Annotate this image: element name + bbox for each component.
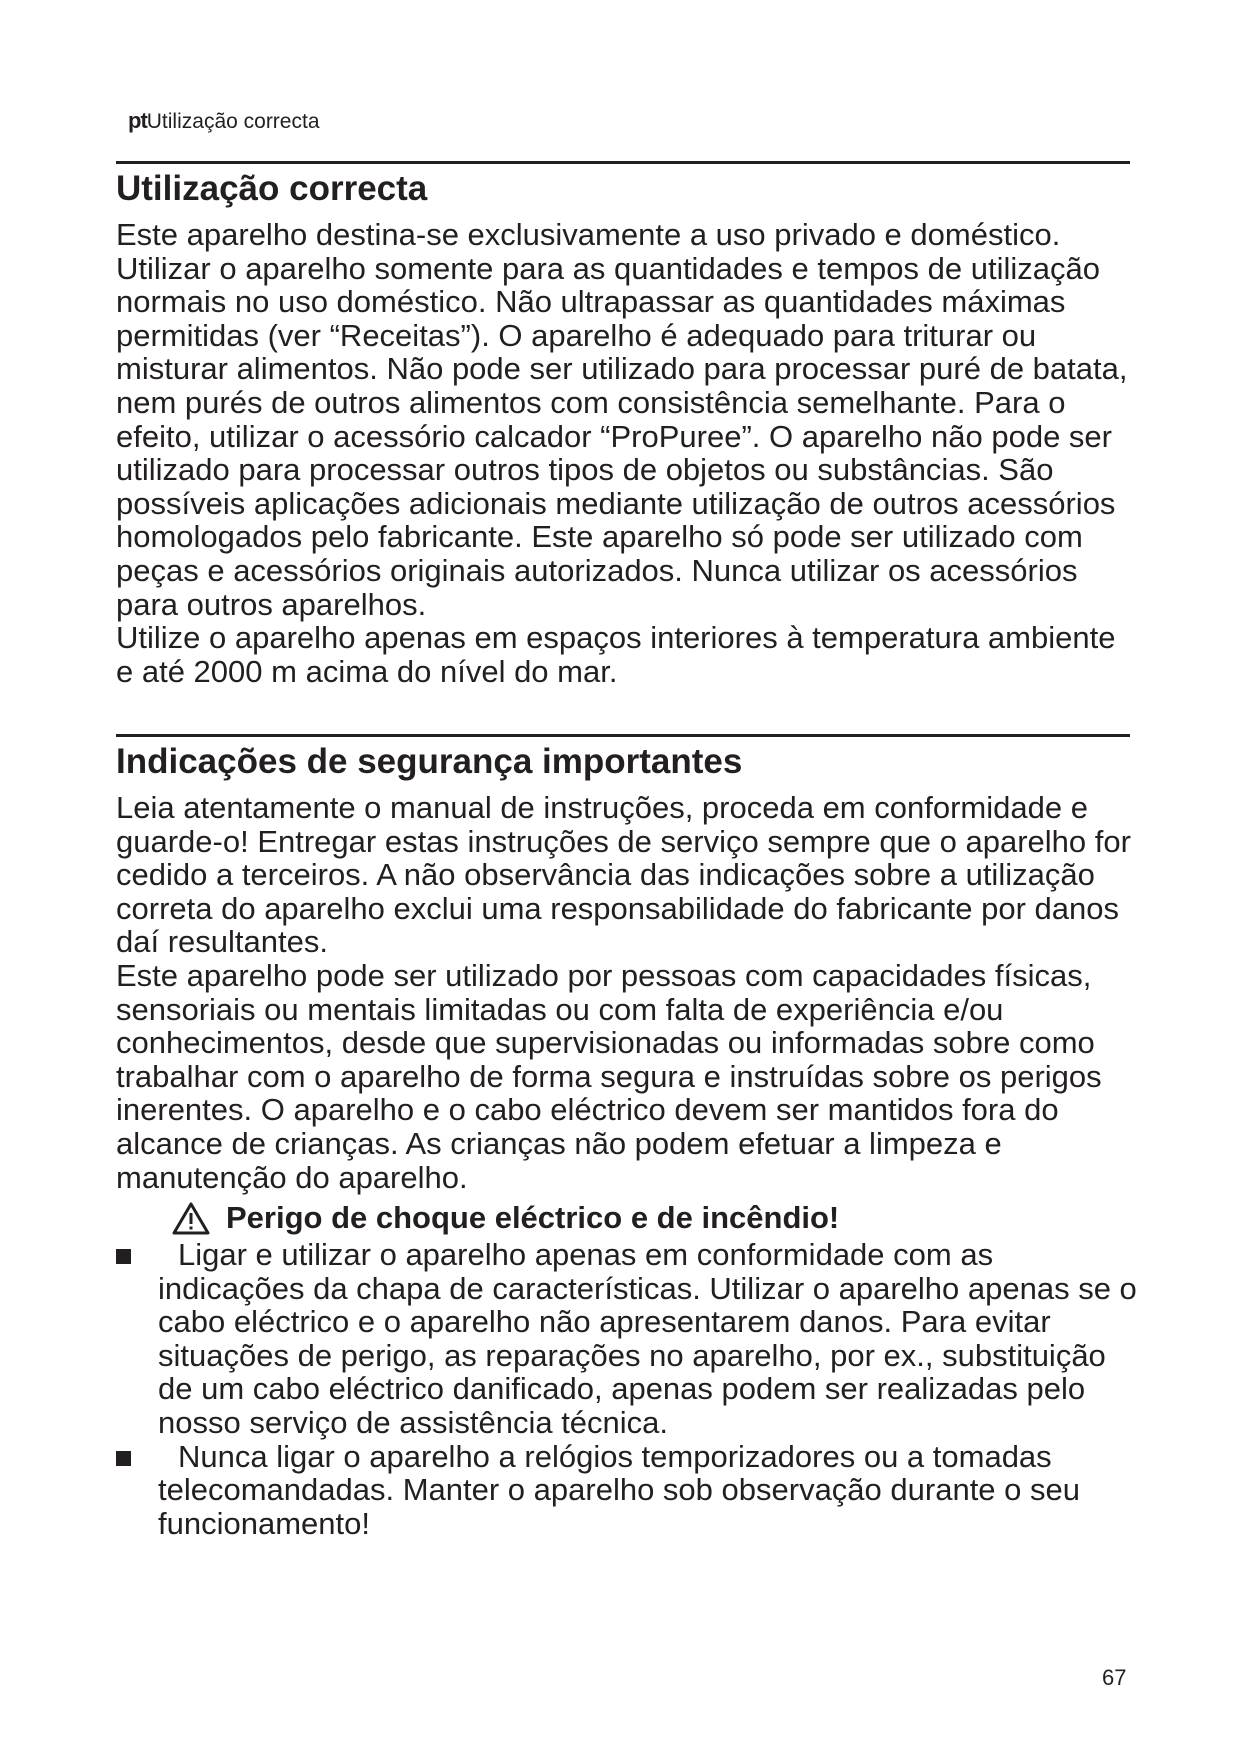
section-title-correct-use: Utilização correcta (116, 169, 428, 208)
correct-use-paragraph: Este aparelho destina-se exclusivamente a uso privado e doméstico. Utilizar o aparelho somente para as quantidades e tempos de utilização normais no uso doméstico. Não ultrapassar as quantidades máximas permitidas (ver “Receitas”). O aparelho é adequado para triturar ou misturar alimentos. Não pode ser utilizado para processar puré de batata, nem purés de outros alimentos com consistência semelhante. Para o efeito, utilizar o acessório calcador “ProPuree”. O aparelho não pode ser utilizado para processar outros tipos de objetos ou substâncias. São possíveis aplicações adicionais mediante utilização de outros acessórios homologados pelo fabricante. Este aparelho só pode ser utilizado com peças e acessórios originais autorizados. Nunca utilizar os acessórios para outros aparelhos. (116, 217, 1128, 622)
warning-heading-text: Perigo de choque eléctrico e de incêndio! (226, 1200, 840, 1235)
safety-paragraph: Este aparelho pode ser utilizado por pessoas com capacidades físicas, sensoriais ou mentais limitadas ou com falta de experiência e/ou conhecimentos, desde que supervisionadas ou informadas sobre como trabalhar com o aparelho de forma segura e instruídas sobre os perigos inerentes. O aparelho e o cabo eléctrico devem ser mantidos fora do alcance de crianças. As crianças não podem efetuar a limpeza e manutenção do aparelho. (116, 957, 1102, 1195)
running-title: Utilização correcta (146, 110, 320, 133)
safety-paragraph: Leia atentamente o manual de instruções, proceda em conformidade e guarde-o! Entregar estas instruções de serviço sempre que o aparelho for cedido a terceiros. A não observância das indicações sobre a utilização correta do aparelho exclui uma responsabilidade do fabricante por danos daí resultantes. (116, 790, 1131, 960)
list-item-text: Nunca ligar o aparelho a relógios temporizadores ou a tomadas telecomandadas. Manter o aparelho sob observação durante o seu funcionamento! (158, 1438, 1080, 1541)
safety-body (116, 791, 1136, 1194)
square-bullet-icon (116, 1451, 131, 1466)
language-code: pt (128, 108, 147, 133)
safety-bullet-list (116, 1238, 1138, 1540)
square-bullet-icon (116, 1249, 131, 1264)
running-header (128, 108, 320, 134)
section-divider-safety (116, 734, 1130, 737)
warning-triangle-icon (172, 1202, 210, 1235)
list-item (116, 1238, 1138, 1440)
correct-use-body (116, 218, 1136, 688)
correct-use-paragraph: Utilize o aparelho apenas em espaços interiores à temperatura ambiente e até 2000 m acima do nível do mar. (116, 620, 1116, 689)
list-item-text: Ligar e utilizar o aparelho apenas em conformidade com as indicações da chapa de características. Utilizar o aparelho apenas se o cabo eléctrico e o aparelho não apresentarem danos. Para evitar situações de perigo, as reparações no aparelho, por ex., substituição de um cabo eléctrico danificado, apenas podem ser realizadas pelo nosso serviço de assistência técnica. (158, 1237, 1137, 1440)
warning-heading (172, 1199, 839, 1237)
section-title-safety: Indicações de segurança importantes (116, 742, 743, 781)
section-divider-correct-use (116, 161, 1130, 164)
page-number: 67 (1102, 1665, 1127, 1690)
list-item (116, 1440, 1138, 1541)
